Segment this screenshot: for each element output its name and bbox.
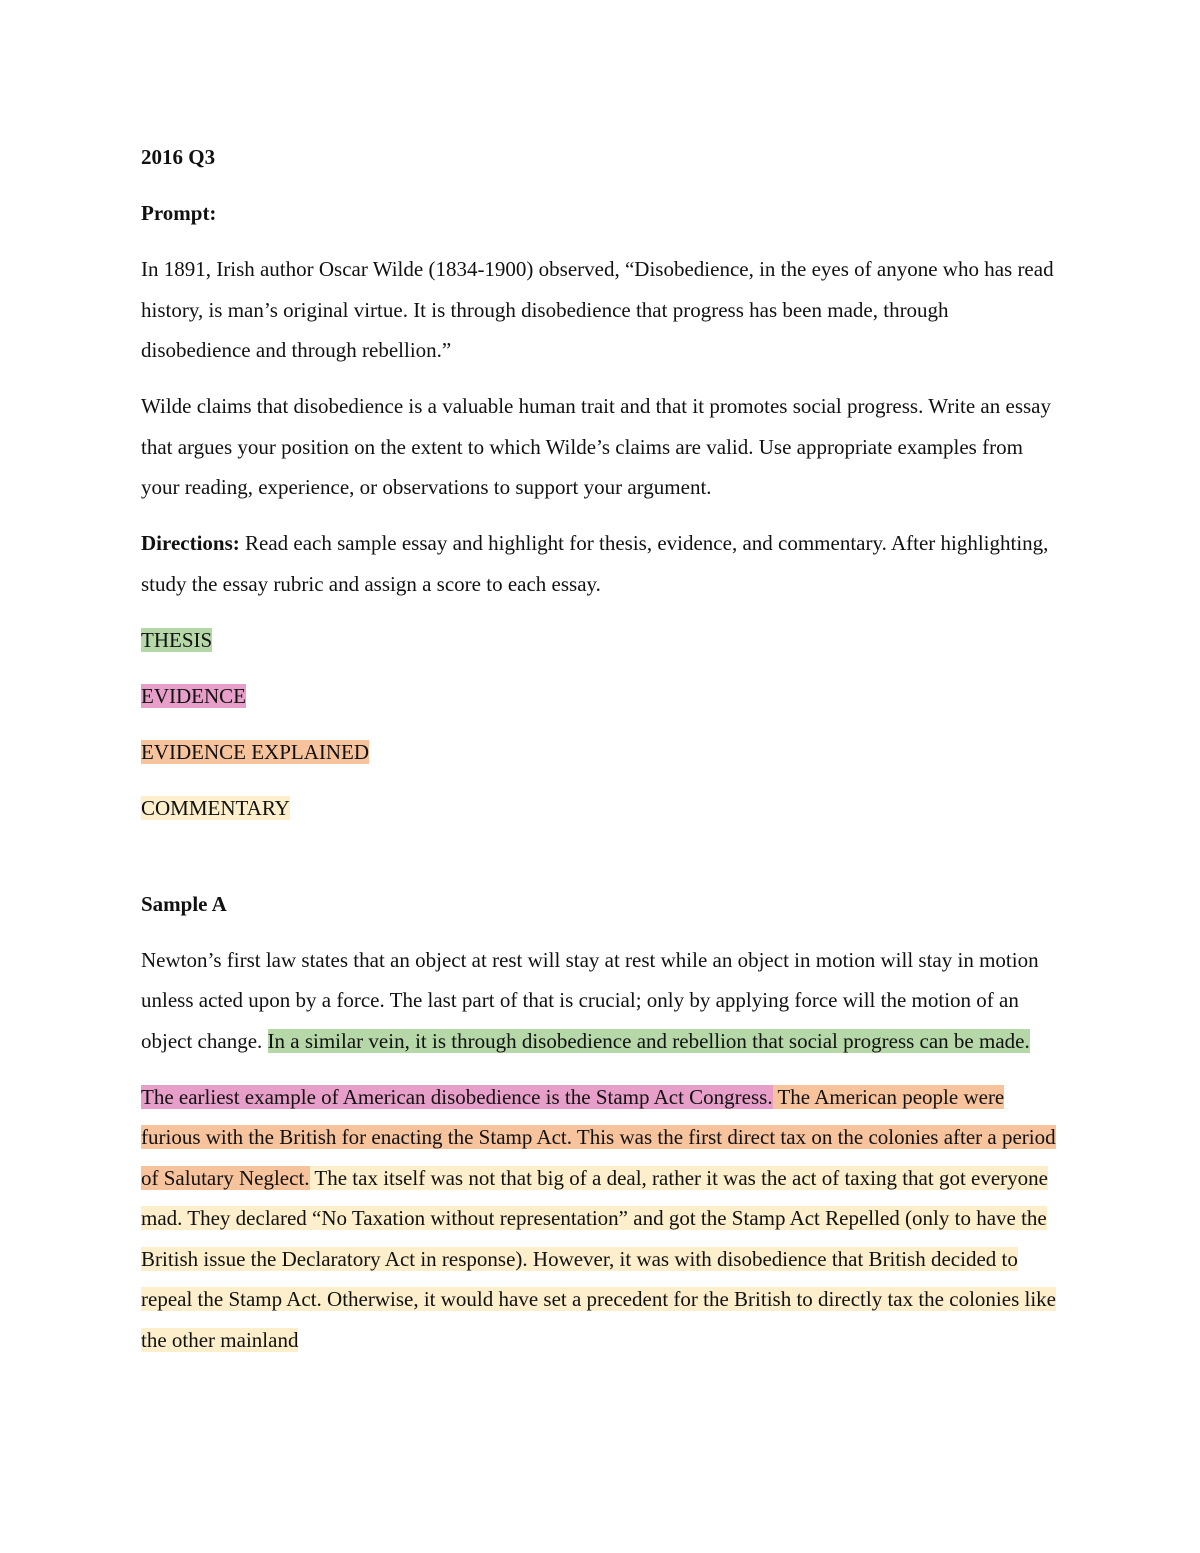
prompt-paragraph-task: Wilde claims that disobedience is a valuable human trait and that it promotes social progress. Write an essay that argues your position on the extent to which Wilde’s claims are valid. Use appropriate examples from your reading, experience, or observations to support your argument.: [141, 394, 1051, 499]
legend-evidence-explained-label: EVIDENCE EXPLAINED: [141, 739, 370, 764]
prompt-label: Prompt:: [141, 201, 217, 225]
directions-paragraph: [141, 523, 1061, 604]
sample-a-evidence-highlight: The earliest example of American disobedience is the Stamp Act Congress.: [141, 1084, 773, 1109]
legend-evidence-label: EVIDENCE: [141, 683, 246, 708]
sample-a-title: Sample A: [141, 891, 227, 916]
sample-a-explained-highlight: The American people were furious with the British for enacting the Stamp Act. This was the first direct tax on the colonies after a period of Salutary Neglect.: [141, 1084, 1056, 1190]
sample-a-paragraph-2: [141, 1077, 1061, 1361]
directions-label: Directions:: [141, 531, 240, 555]
prompt-paragraph-quote: In 1891, Irish author Oscar Wilde (1834-1900) observed, “Disobedience, in the eyes of anyone who has read history, is man’s original virtue. It is through disobedience that progress has been made, through disobedience and through rebellion.”: [141, 257, 1054, 362]
sample-a-thesis-highlight: In a similar vein, it is through disobedience and rebellion that social progress can be made.: [267, 1028, 1030, 1053]
legend-thesis-label: THESIS: [141, 627, 213, 652]
page-title: 2016 Q3: [141, 145, 216, 169]
legend-commentary: [141, 788, 1061, 829]
section-spacer: [141, 844, 1061, 884]
directions-text: Read each sample essay and highlight for thesis, evidence, and commentary. After highlighting, study the essay rubric and assign a score to each essay.: [141, 531, 1049, 596]
legend-commentary-label: COMMENTARY: [141, 795, 290, 820]
legend-thesis: [141, 620, 1061, 661]
legend-evidence: [141, 676, 1061, 717]
legend-evidence-explained: [141, 732, 1061, 773]
document-body: [141, 137, 1061, 1376]
sample-a-commentary-highlight: The tax itself was not that big of a deal, rather it was the act of taxing that got everyone mad. They declared “No Taxation without representation” and got the Stamp Act Repelled (only to have the British issue the Declaratory Act in response). However, it was with disobedience that British decided to repeal the Stamp Act. Otherwise, it would have set a precedent for the British to directly tax the colonies like the other mainland: [141, 1165, 1056, 1352]
sample-a-paragraph-1: [141, 940, 1061, 1062]
sample-a-intro-text: Newton’s first law states that an object at rest will stay at rest while an object in motion will stay in motion unless acted upon by a force. The last part of that is crucial; only by applying force will the motion of an object change.: [141, 947, 1039, 1053]
